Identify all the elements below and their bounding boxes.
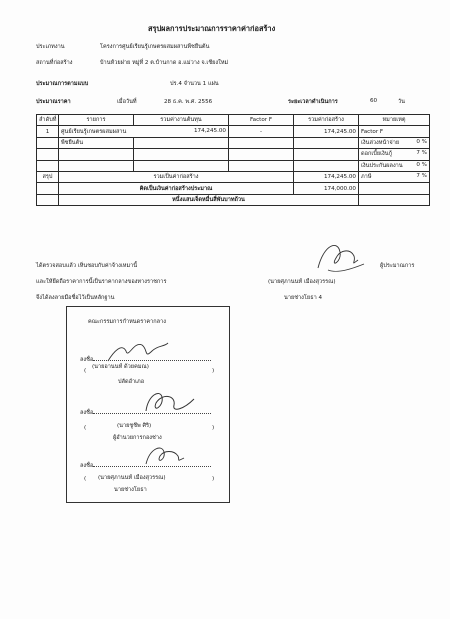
member-3-close-paren: ) bbox=[212, 476, 215, 482]
final-row bbox=[37, 183, 430, 194]
duration-label: ระยะเวลาดำเนินการ bbox=[288, 99, 338, 105]
date-label: เมื่อวันที่ bbox=[117, 99, 137, 105]
estimator-signature bbox=[310, 238, 370, 278]
table-row bbox=[37, 160, 430, 171]
member-2-open-paren: ( bbox=[84, 425, 87, 431]
estimator-name: (นายศุภานนท์ เมืองสุวรรณ) bbox=[268, 279, 336, 285]
member-2-close-paren: ) bbox=[212, 425, 215, 431]
design-label: ประมาณการตามแบบ bbox=[36, 81, 89, 87]
summary-row bbox=[37, 171, 430, 182]
location-label: สถานที่ก่อสร้าง bbox=[36, 60, 73, 66]
sum-value: 174,245.00 bbox=[294, 171, 359, 182]
estimator-title: นายช่างโยธา 4 bbox=[284, 295, 323, 301]
date-value: 28 ธ.ค. พ.ศ. 2556 bbox=[164, 99, 213, 105]
estimate-label: ประมาณราคา bbox=[36, 99, 71, 105]
col-header-cost: รวมค่างานต้นทุน bbox=[134, 115, 229, 126]
approval-line-2: และให้ยึดถือราคาการนี้เป็นราคากลางของทางราชการ bbox=[36, 279, 167, 285]
member-3-position: นายช่างโยธา bbox=[114, 487, 147, 493]
final-value: 174,000.00 bbox=[294, 183, 359, 194]
col-header-factor: Factor F bbox=[229, 115, 294, 126]
member-1-sign-line: ลงชื่อ bbox=[80, 356, 211, 364]
final-label: คิดเป็นเงินค่าก่อสร้างประมาณ bbox=[59, 183, 294, 194]
row-factor: - bbox=[229, 126, 294, 137]
member-1-name: (นายอานนท์ ด้วยคมณ) bbox=[92, 364, 149, 370]
col-header-item: รายการ bbox=[59, 115, 134, 126]
project-value: โครงการศูนย์เรียนรู้เกษตรผสมผสานพืชยืนต้น bbox=[100, 44, 210, 50]
col-header-total: รวมค่าก่อสร้าง bbox=[294, 115, 359, 126]
vat-cell: ภาษี 7 % bbox=[359, 171, 430, 182]
member-3-open-paren: ( bbox=[84, 476, 87, 482]
project-label: ประเภทงาน bbox=[36, 44, 65, 50]
member-1-open-paren: ( bbox=[84, 368, 87, 374]
row-item-name: ศูนย์เรียนรู้เกษตรผสมผสาน bbox=[61, 128, 127, 135]
table-row bbox=[37, 137, 430, 148]
note-advance: เงินล่วงหน้าจ่าย 0 % bbox=[359, 137, 430, 148]
member-2-sign-line: ลงชื่อ bbox=[80, 409, 211, 417]
col-header-no: ลำดับที่ bbox=[37, 115, 59, 126]
cost-table bbox=[36, 114, 430, 206]
table-row bbox=[37, 149, 430, 160]
row-cost: 174,245.00 bbox=[193, 127, 226, 134]
member-1-close-paren: ) bbox=[212, 368, 215, 374]
summary-label: สรุป bbox=[37, 171, 59, 182]
approval-line-1: ได้ตรวจสอบแล้ว เห็นชอบกับค่าจ้างเหมานี้ bbox=[36, 263, 138, 269]
member-1-position: ปลัดอำเภอ bbox=[118, 379, 145, 385]
note-guarantee: เงินประกันผลงาน 0 % bbox=[359, 160, 430, 171]
row-total: 174,245.00 bbox=[294, 126, 359, 137]
estimator-label: ผู้ประมาณการ bbox=[380, 263, 415, 269]
document-title: สรุปผลการประมาณการราคาค่าก่อสร้าง bbox=[148, 24, 276, 33]
duration-value: 60 bbox=[370, 98, 378, 104]
sum-label: รวมเป็นค่าก่อสร้าง bbox=[59, 171, 294, 182]
duration-unit: วัน bbox=[398, 99, 405, 105]
member-2-position: ผู้อำนวยการกองช่าง bbox=[113, 435, 162, 441]
design-value: ปร.4 จำนวน 1 แผ่น bbox=[170, 81, 219, 87]
approval-line-3: จึงได้ลงลายมือชื่อไว้เป็นหลักฐาน bbox=[36, 295, 115, 301]
row-no: 1 bbox=[37, 126, 59, 137]
row-note: Factor F bbox=[359, 126, 430, 137]
row-item-continued: พืชยืนต้น bbox=[59, 137, 134, 148]
words-row bbox=[37, 194, 430, 205]
table-header-row bbox=[37, 115, 430, 126]
member-3-sign-line: ลงชื่อ bbox=[80, 462, 211, 470]
table-row bbox=[37, 126, 430, 137]
row-item bbox=[59, 126, 229, 137]
amount-in-words: หนึ่งแสนเจ็ดหมื่นสี่พันบาทถ้วน bbox=[59, 194, 359, 205]
member-3-name: (นายศุภานนท์ เมืองสุวรรณ) bbox=[98, 475, 166, 481]
location-value: บ้านห้วยฝาย หมู่ที่ 2 ต.บ้านกาด อ.แม่วาง จ.เชียงใหม่ bbox=[100, 60, 229, 66]
member-2-name: (นายชูชีพ ศิริ) bbox=[117, 423, 152, 429]
note-interest: ดอกเบี้ยเงินกู้ 7 % bbox=[359, 149, 430, 160]
committee-header: คณะกรรมการกำหนดราคากลาง bbox=[88, 319, 166, 325]
col-header-note: หมายเหตุ bbox=[359, 115, 430, 126]
